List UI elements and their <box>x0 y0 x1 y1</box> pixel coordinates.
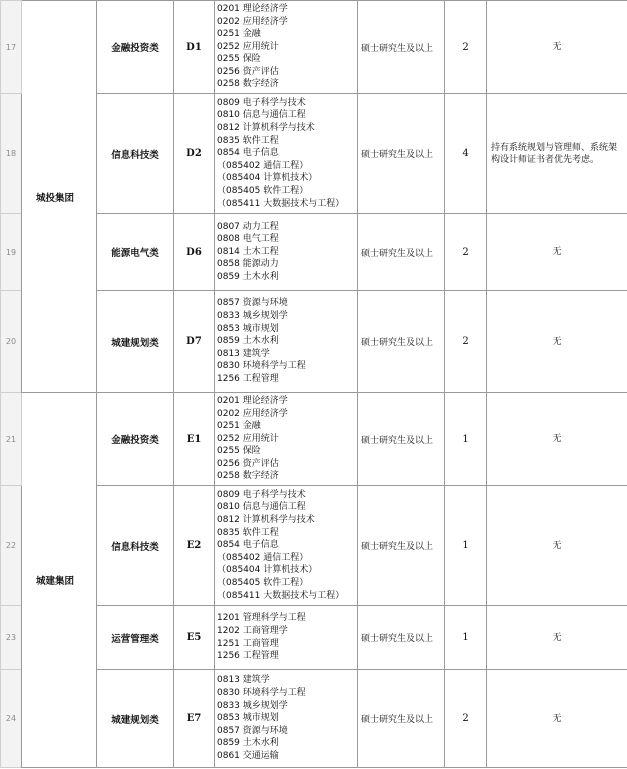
headcount-cell: 2 <box>445 1 487 94</box>
position-code-cell: E5 <box>174 606 215 670</box>
major-item: 0833 城乡规划学 <box>217 311 288 322</box>
major-item: 0201 理论经济学 <box>217 3 288 14</box>
majors-cell <box>215 291 358 393</box>
major-item: （085405 软件工程） <box>217 185 309 196</box>
row-number[interactable]: 23 <box>1 606 22 670</box>
major-item: 0201 理论经济学 <box>217 395 288 406</box>
major-item: 0854 电子信息 <box>217 540 279 551</box>
major-item: 0255 保险 <box>217 54 261 65</box>
major-item: 1251 工商管理 <box>217 638 279 649</box>
major-item: 0202 应用经济学 <box>217 408 288 419</box>
major-item: 1201 管理科学与工程 <box>217 613 306 624</box>
major-item: 0833 城乡规划学 <box>217 700 288 711</box>
note-cell: 持有系统规划与管理师、系统架构设计师证书者优先考虑。 <box>487 94 627 214</box>
note-cell: 无 <box>487 214 627 291</box>
row-number[interactable]: 20 <box>1 291 22 393</box>
headcount-cell: 4 <box>445 94 487 214</box>
majors-cell <box>215 1 358 94</box>
major-item: 0854 电子信息 <box>217 148 279 159</box>
note-cell: 无 <box>487 1 627 94</box>
major-item: 0853 城市规划 <box>217 323 279 334</box>
major-item: 0835 软件工程 <box>217 527 279 538</box>
major-item: 0810 信息与通信工程 <box>217 502 306 513</box>
major-item: （085411 大数据技术与工程） <box>217 590 345 601</box>
group-cell: 城投集团 <box>22 1 97 393</box>
note-cell: 无 <box>487 486 627 606</box>
headcount-cell: 1 <box>445 486 487 606</box>
major-item: 0251 金融 <box>217 421 261 432</box>
major-item: 1256 工程管理 <box>217 651 279 662</box>
major-item: 0256 资产评估 <box>217 66 279 77</box>
major-item: 0859 土木水利 <box>217 738 279 749</box>
major-item: 0859 土木水利 <box>217 271 279 282</box>
major-item: 0252 应用统计 <box>217 41 279 52</box>
major-item: 0202 应用经济学 <box>217 16 288 27</box>
education-cell: 硕士研究生及以上 <box>358 214 445 291</box>
major-item: （085411 大数据技术与工程） <box>217 198 345 209</box>
position-code-cell: D1 <box>174 1 215 94</box>
note-cell: 无 <box>487 670 627 768</box>
education-cell: 硕士研究生及以上 <box>358 606 445 670</box>
headcount-cell: 2 <box>445 291 487 393</box>
headcount-cell: 2 <box>445 214 487 291</box>
major-item: 0810 信息与通信工程 <box>217 110 306 121</box>
headcount-cell: 1 <box>445 606 487 670</box>
note-cell: 无 <box>487 393 627 486</box>
major-item: 0814 土木工程 <box>217 246 279 257</box>
education-cell: 硕士研究生及以上 <box>358 486 445 606</box>
position-code-cell: D7 <box>174 291 215 393</box>
major-item: 0853 城市规划 <box>217 713 279 724</box>
position-code-cell: E2 <box>174 486 215 606</box>
major-item: 0859 土木水利 <box>217 336 279 347</box>
major-item: （085405 软件工程） <box>217 577 309 588</box>
position-code-cell: D6 <box>174 214 215 291</box>
major-item: 0256 资产评估 <box>217 458 279 469</box>
major-item: 0830 环境科学与工程 <box>217 688 306 699</box>
category-cell: 城建规划类 <box>97 291 174 393</box>
category-cell: 运营管理类 <box>97 606 174 670</box>
row-number[interactable]: 19 <box>1 214 22 291</box>
major-item: 0809 电子科学与技术 <box>217 489 306 500</box>
major-item: 1202 工商管理学 <box>217 625 288 636</box>
majors-cell <box>215 94 358 214</box>
major-item: 0807 动力工程 <box>217 221 279 232</box>
major-item: 0830 环境科学与工程 <box>217 361 306 372</box>
major-item: 0808 电气工程 <box>217 234 279 245</box>
education-cell: 硕士研究生及以上 <box>358 1 445 94</box>
major-item: 0857 资源与环境 <box>217 298 288 309</box>
major-item: 0857 资源与环境 <box>217 725 288 736</box>
row-number[interactable]: 17 <box>1 1 22 94</box>
majors-cell <box>215 393 358 486</box>
education-cell: 硕士研究生及以上 <box>358 670 445 768</box>
education-cell: 硕士研究生及以上 <box>358 393 445 486</box>
major-item: 0812 计算机科学与技术 <box>217 123 315 134</box>
major-item: 1256 工程管理 <box>217 373 279 384</box>
position-code-cell: E1 <box>174 393 215 486</box>
major-item: （085402 通信工程） <box>217 552 309 563</box>
major-item: （085402 通信工程） <box>217 160 309 171</box>
majors-cell <box>215 670 358 768</box>
major-item: （085404 计算机技术） <box>217 173 318 184</box>
major-item: 0809 电子科学与技术 <box>217 97 306 108</box>
category-cell: 金融投资类 <box>97 1 174 94</box>
major-item: 0813 建筑学 <box>217 348 270 359</box>
headcount-cell: 2 <box>445 670 487 768</box>
note-cell: 无 <box>487 291 627 393</box>
major-item: 0858 能源动力 <box>217 259 279 270</box>
majors-cell <box>215 214 358 291</box>
major-item: 0835 软件工程 <box>217 135 279 146</box>
table-row <box>1 1 627 94</box>
major-item: 0252 应用统计 <box>217 433 279 444</box>
major-item: 0813 建筑学 <box>217 675 270 686</box>
row-number[interactable]: 18 <box>1 94 22 214</box>
table-row <box>1 393 627 486</box>
education-cell: 硕士研究生及以上 <box>358 94 445 214</box>
group-cell: 城建集团 <box>22 393 97 768</box>
category-cell: 城建规划类 <box>97 670 174 768</box>
row-number[interactable]: 22 <box>1 486 22 606</box>
row-number[interactable]: 21 <box>1 393 22 486</box>
row-number[interactable]: 24 <box>1 670 22 768</box>
major-item: （085404 计算机技术） <box>217 565 318 576</box>
major-item: 0258 数字经济 <box>217 79 279 90</box>
majors-cell <box>215 486 358 606</box>
education-cell: 硕士研究生及以上 <box>358 291 445 393</box>
majors-cell <box>215 606 358 670</box>
category-cell: 信息科技类 <box>97 94 174 214</box>
major-item: 0255 保险 <box>217 446 261 457</box>
major-item: 0258 数字经济 <box>217 471 279 482</box>
note-cell: 无 <box>487 606 627 670</box>
headcount-cell: 1 <box>445 393 487 486</box>
major-item: 0861 交通运输 <box>217 750 279 761</box>
major-item: 0251 金融 <box>217 29 261 40</box>
category-cell: 能源电气类 <box>97 214 174 291</box>
major-item: 0812 计算机科学与技术 <box>217 515 315 526</box>
category-cell: 金融投资类 <box>97 393 174 486</box>
position-code-cell: D2 <box>174 94 215 214</box>
position-code-cell: E7 <box>174 670 215 768</box>
category-cell: 信息科技类 <box>97 486 174 606</box>
